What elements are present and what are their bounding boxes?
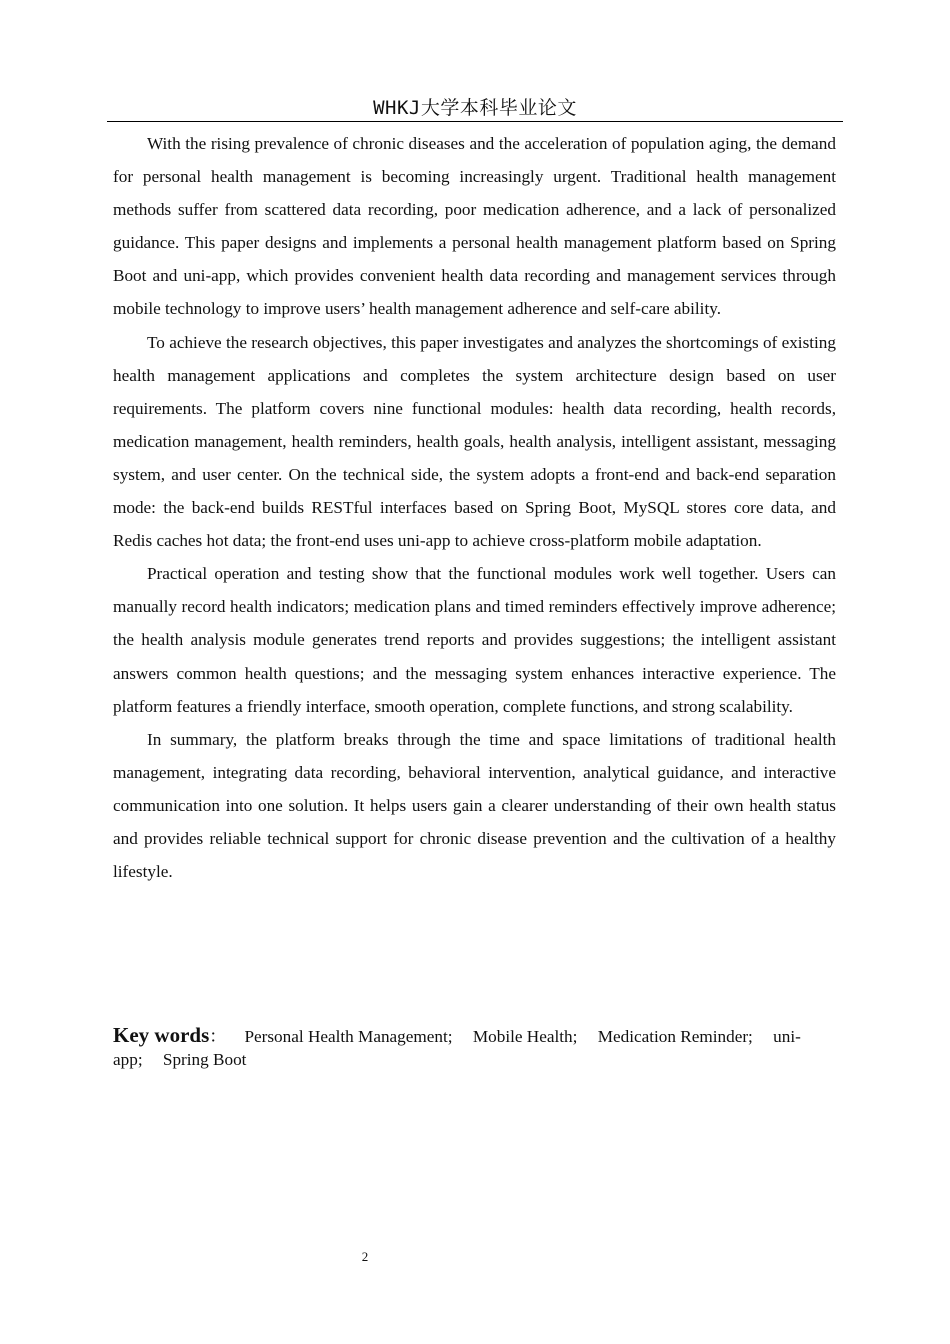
abstract-paragraph-4: In summary, the platform breaks through the time and space limitations of traditional health management, integrating data recording, behavioral intervention, analytical guidance, and interactive communication into one solution. It helps users gain a clearer understanding of their own health status and provides reliable technical support for chronic disease prevention and the cultivation of a healthy lifestyle. xyxy=(113,729,836,882)
abstract-body xyxy=(113,127,836,888)
abstract-paragraph-2: To achieve the research objectives, this paper investigates and analyzes the shortcomings of existing health management applications and completes the system architecture design based on user requirements. The platform covers nine functional modules: health data recording, health records, medication management, health reminders, health goals, health analysis, intelligent assistant, messaging system, and user center. On the technical side, the system adopts a front-end and back-end separation mode: the back-end builds RESTful interfaces based on Spring Boot, MySQL stores core data, and Redis caches hot data; the front-end uses uni-app to achieve cross-platform mobile adaptation. xyxy=(113,332,836,551)
keyword-item: Medication Reminder; xyxy=(597,1027,753,1046)
abstract-paragraph-1: With the rising prevalence of chronic diseases and the acceleration of population aging, the demand for personal health management is becoming increasingly urgent. Traditional health management methods suffer from scattered data recording, poor medication adherence, and a lack of personalized guidance. This paper designs and implements a personal health management platform based on Spring Boot and uni-app, which provides convenient health data recording and management services through mobile technology to improve users’ health management adherence and self-care ability. xyxy=(113,134,836,319)
running-header: WHKJ大学本科毕业论文 xyxy=(373,97,577,119)
keywords-section xyxy=(113,1024,836,1071)
keyword-item: Spring Boot xyxy=(162,1050,247,1069)
page-number: 2 xyxy=(361,1249,369,1264)
keywords-colon: ： xyxy=(209,1027,227,1046)
abstract-paragraph-3: Practical operation and testing show that the functional modules work well together. Users can manually record health indicators; medication plans and timed reminders effectively improve adherence; the health analysis module generates trend reports and provides suggestions; the intelligent assistant answers common health questions; and the messaging system enhances interactive experience. The platform features a friendly interface, smooth operation, complete functions, and strong scalability. xyxy=(113,564,836,716)
keyword-item: Personal Health Management; xyxy=(244,1027,453,1046)
keyword-item: Mobile Health; xyxy=(472,1027,578,1046)
keyword-item: uni-app; xyxy=(113,1027,801,1069)
keywords-label: Key words xyxy=(113,1023,210,1047)
header-rule xyxy=(107,121,843,122)
